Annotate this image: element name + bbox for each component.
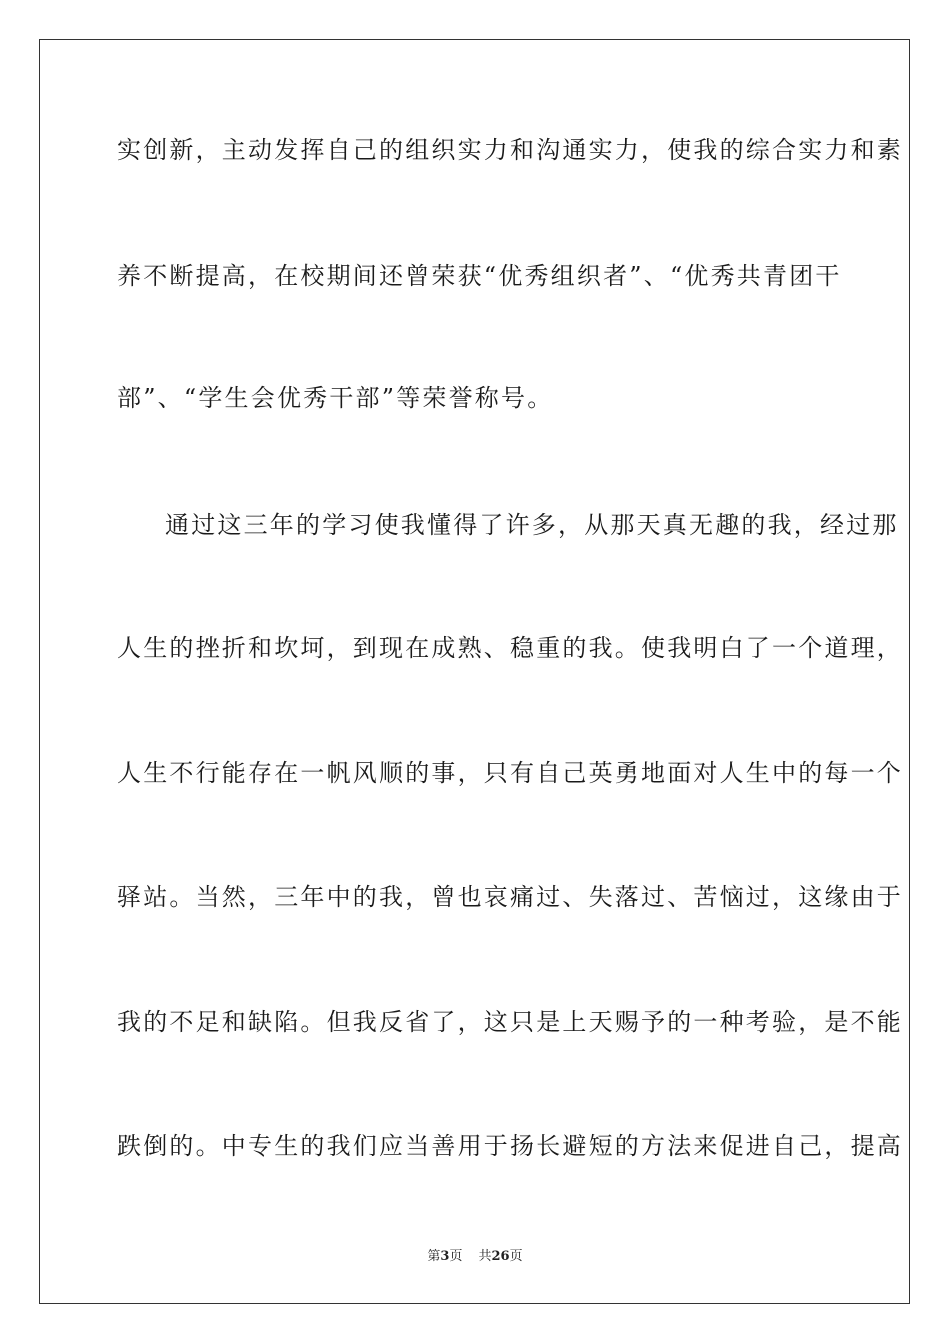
page-frame [39, 39, 910, 1304]
page-number: 3 [440, 1249, 450, 1264]
text-line: 我的不足和缺陷。但我反省了，这只是上天赐予的一种考验，是不能 [117, 1008, 903, 1036]
text-line: 跌倒的。中专生的我们应当善用于扬长避短的方法来促进自己，提高 [117, 1132, 903, 1160]
total-pages: 26 [491, 1249, 510, 1264]
page-prefix: 第 [427, 1249, 441, 1264]
text-line: 实创新，主动发挥自己的组织实力和沟通实力，使我的综合实力和素 [117, 136, 903, 164]
text-line: 部”、“学生会优秀干部”等荣誉称号。 [117, 384, 554, 412]
text-line: 驿站。当然，三年中的我，曾也哀痛过、失落过、苦恼过，这缘由于 [117, 883, 903, 911]
text-line: 人生的挫折和坎坷，到现在成熟、稳重的我。使我明白了一个道理， [117, 634, 903, 662]
page-suffix: 页 [449, 1249, 463, 1264]
text-line: 人生不行能存在一帆风顺的事，只有自己英勇地面对人生中的每一个 [117, 759, 903, 787]
text-line: 养不断提高，在校期间还曾荣获“优秀组织者”、“优秀共青团干 [117, 262, 842, 290]
paragraph-first-line: 通过这三年的学习使我懂得了许多，从那天真无趣的我，经过那 [165, 511, 899, 539]
total-prefix: 共 [478, 1249, 492, 1264]
total-suffix: 页 [509, 1249, 523, 1264]
page-footer [0, 1249, 950, 1265]
